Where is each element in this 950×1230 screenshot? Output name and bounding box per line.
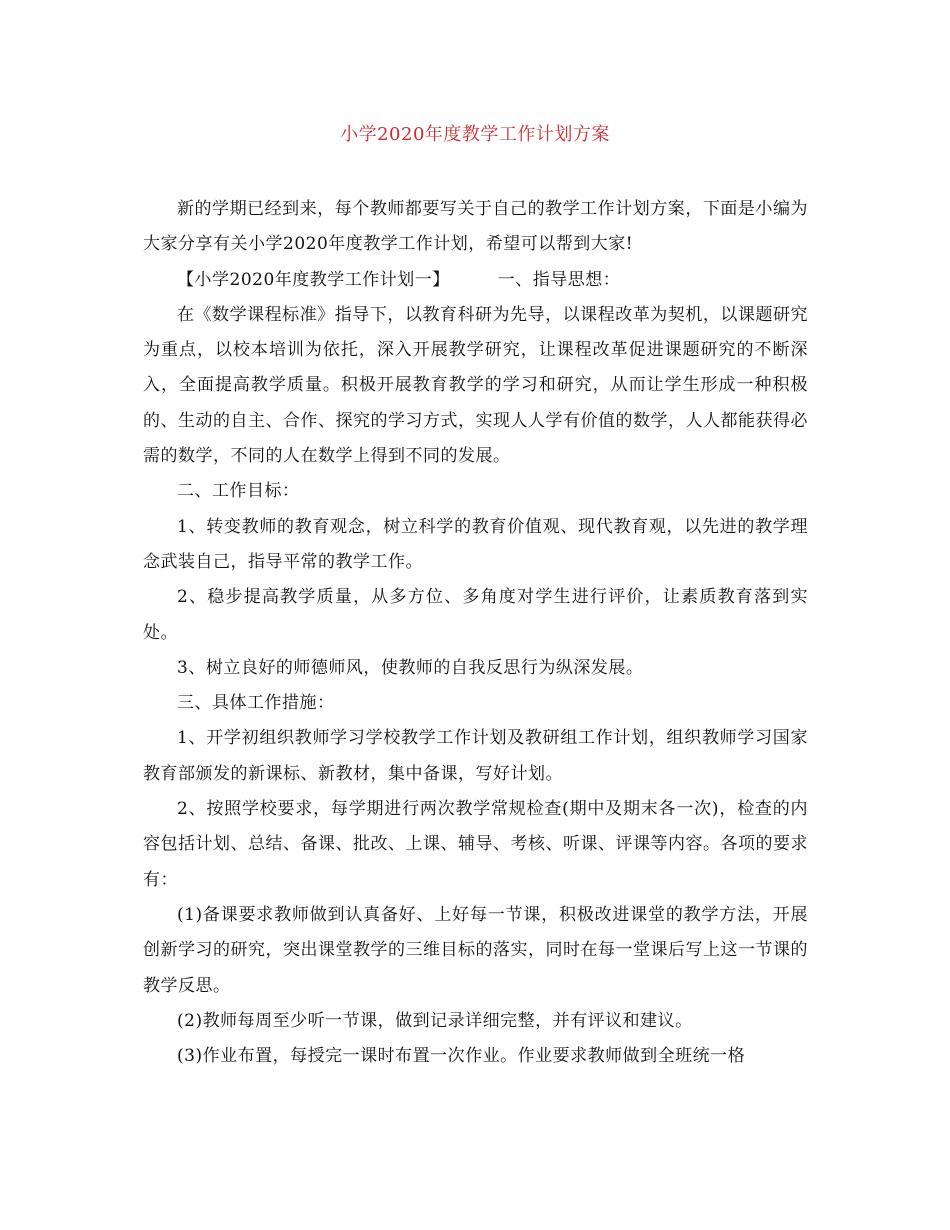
guiding-ideology-paragraph: 在《数学课程标准》指导下，以教育科研为先导，以课程改革为契机，以课题研究为重点，以校本培训为依托，深入开展教学研究，让课程改革促进课题研究的不断深入，全面提高教学质量。积极开展教育教学的学习和研究，从而让学生形成一种积极的、生动的自主、合作、探究的学习方式，实现人人学有价值的数学，人人都能获得必需的数学，不同的人在数学上得到不同的发展。 [143,304,808,467]
plan-heading-line [143,263,808,298]
requirement-item-3: (3)作业布置，每授完一课时布置一次作业。作业要求教师做到全班统一格 [177,1046,746,1067]
section-two-heading: 二、工作目标： [177,481,300,502]
goal-item-2: 2、稳步提高教学质量，从多方位、多角度对学生进行评价，让素质教育落到实处。 [143,587,808,643]
section-three-heading: 三、具体工作措施： [177,693,335,714]
goal-item-3: 3、树立良好的师德师风，使教师的自我反思行为纵深发展。 [177,657,644,678]
intro-paragraph: 新的学期已经到来，每个教师都要写关于自己的教学工作计划方案，下面是小编为大家分享有关小学2020年度教学工作计划，希望可以帮到大家! [143,199,808,255]
measure-item-1: 1、开学初组织教师学习学校教学工作计划及教研组工作计划，组织教师学习国家教育部颁发的新课标、新教材，集中备课，写好计划。 [143,728,808,784]
requirement-item-2: (2)教师每周至少听一节课，做到记录详细完整，并有评议和建议。 [177,1010,693,1031]
section-one-heading: 一、指导思想： [497,269,621,290]
document-title: 小学2020年度教学工作计划方案 [340,124,610,145]
plan-heading: 【小学2020年度教学工作计划一】 [177,269,450,290]
requirement-item-1: (1)备课要求教师做到认真备好、上好每一节课，积极改进课堂的教学方法，开展创新学习的研究，突出课堂教学的三维目标的落实，同时在每一堂课后写上这一节课的教学反思。 [143,904,808,996]
measure-item-2: 2、按照学校要求，每学期进行两次教学常规检查(期中及期末各一次)，检查的内容包括计划、总结、备课、批改、上课、辅导、考核、听课、评课等内容。各项的要求有： [143,799,808,890]
document-body [143,192,808,1074]
goal-item-1: 1、转变教师的教育观念，树立科学的教育价值观、现代教育观，以先进的教学理念武装自己，指导平常的教学工作。 [143,516,808,572]
